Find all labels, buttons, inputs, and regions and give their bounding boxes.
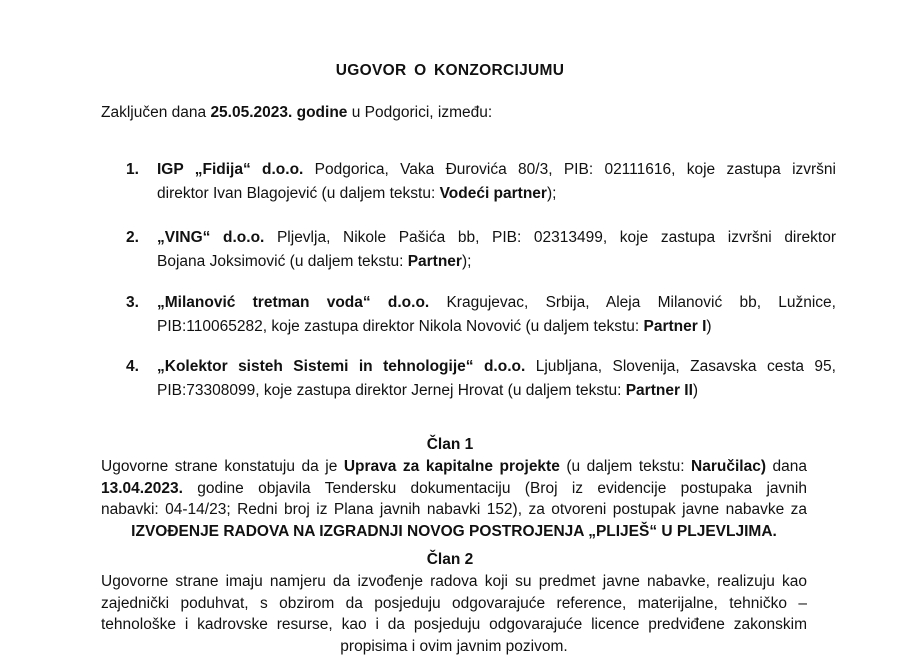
- article-1-line-4: IZVOĐENJE RADOVA NA IZGRADNJI NOVOG POSTROJENJA „PLIJEŠ“ U PLJEVLJIMA.: [131, 522, 777, 540]
- party-line-2: direktor Ivan Blagojević (u daljem tekstu: Vodeći partner);: [157, 185, 557, 202]
- party-number: 2.: [126, 229, 139, 246]
- party-line-2: PIB:110065282, koje zastupa direktor Nikola Novović (u daljem tekstu: Partner I): [157, 318, 712, 335]
- article-2-line-1: Ugovorne strane imaju namjeru da izvođenje radova koji su predmet javne nabavke, realizuju kao: [101, 573, 807, 590]
- party-line-1: „Milanović tretman voda“ d.o.o. Kragujevac, Srbija, Aleja Milanović bb, Lužnice,: [157, 294, 836, 311]
- article-1-heading: Član 1: [426, 436, 474, 453]
- document-title: UGOVOR O KONZORCIJUMU: [335, 62, 565, 79]
- party-line-2: Bojana Joksimović (u daljem tekstu: Partner);: [157, 253, 472, 270]
- intro-line: [101, 104, 492, 122]
- intro-date: 25.05.2023. godine: [210, 104, 348, 121]
- party-item-4: [126, 355, 836, 403]
- article-2-line-4: propisima i ovim javnim pozivom.: [340, 637, 568, 655]
- party-number: 3.: [126, 294, 139, 311]
- article-1-line-2: 13.04.2023. godine objavila Tendersku dokumentaciju (Broj iz evidencije postupaka javnih: [101, 479, 807, 497]
- article-2-line-2: zajednički poduhvat, s obzirom da posjeduju odgovarajuće reference, materijalne, tehničko –: [101, 594, 807, 612]
- party-name: „Milanović tretman voda“ d.o.o.: [157, 294, 430, 311]
- intro-post: u Podgorici, između:: [347, 104, 493, 121]
- party-name: „Kolektor sisteh Sistemi in tehnologije“ d.o.o.: [157, 358, 526, 375]
- party-line-2: PIB:73308099, koje zastupa direktor Jernej Hrovat (u daljem tekstu: Partner II): [157, 382, 699, 399]
- article-2-line-3: tehnološke i kadrovske resurse, kao i da posjeduju odgovarajuće licence predviđene zakonskim: [101, 616, 807, 633]
- intro-pre: Zaključen dana: [101, 104, 211, 121]
- party-line-1: „Kolektor sisteh Sistemi in tehnologije“ d.o.o. Ljubljana, Slovenija, Zasavska cesta 95,: [157, 358, 836, 375]
- article-1-line-1: Ugovorne strane konstatuju da je Uprava za kapitalne projekte (u daljem tekstu: Naručilac) dana: [101, 458, 808, 475]
- party-line-1: IGP „Fidija“ d.o.o. Podgorica, Vaka Đurovića 80/3, PIB: 02111616, koje zastupa izvršni: [157, 161, 836, 178]
- party-name: „VING“ d.o.o.: [157, 229, 265, 246]
- party-line-1: „VING“ d.o.o. Pljevlja, Nikole Pašića bb, PIB: 02313499, koje zastupa izvršni direktor: [157, 229, 836, 246]
- party-item-2: [126, 226, 836, 274]
- party-number: 1.: [126, 161, 139, 178]
- article-1-body: [101, 456, 807, 542]
- party-name: IGP „Fidija“ d.o.o.: [157, 161, 304, 178]
- article-1-line-3: nabavki: 04-14/23; Redni broj iz Plana javnih nabavki 152), za otvoreni postupak javne nabavke za: [101, 501, 807, 518]
- party-item-1: [126, 158, 836, 206]
- article-2-body: [101, 571, 807, 657]
- party-item-3: [126, 291, 836, 339]
- article-2-heading: Član 2: [426, 551, 474, 568]
- party-number: 4.: [126, 358, 139, 375]
